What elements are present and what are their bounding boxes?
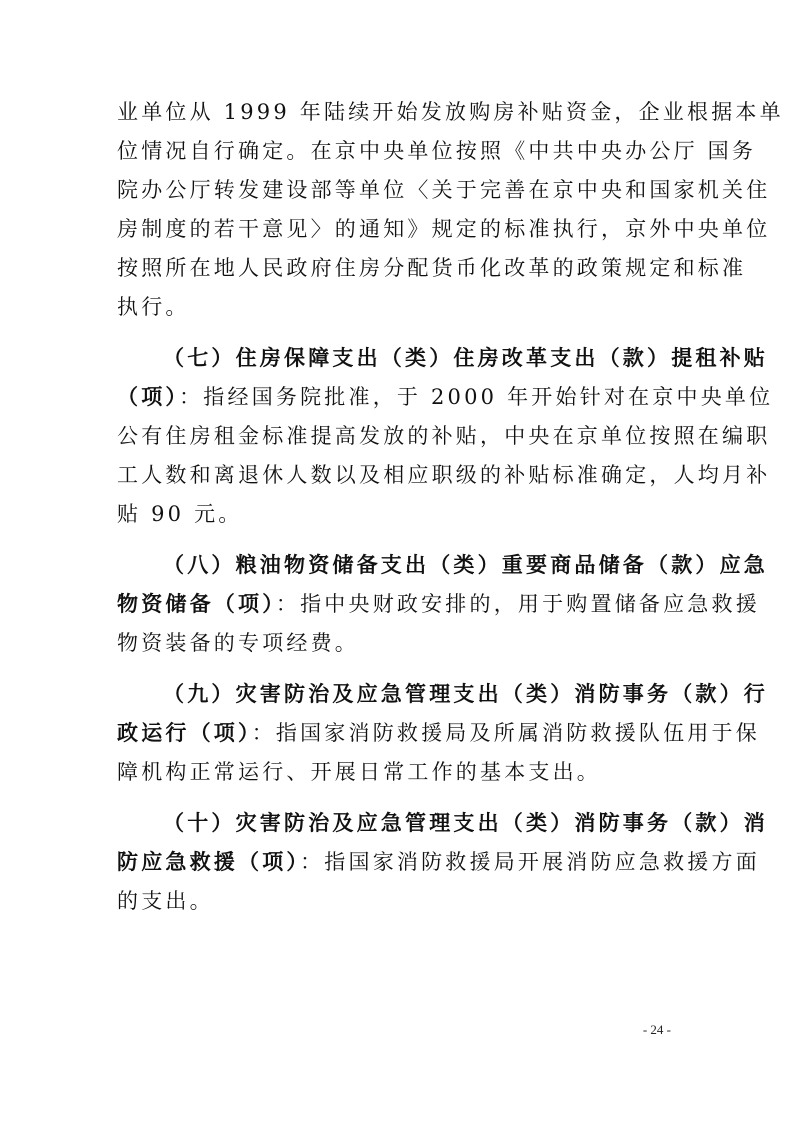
section-8-line-1-text: ：指中央财政安排的，用于购置储备应急救援 [275,592,760,616]
section-7-heading: （七）住房保障支出（类）住房改革支出（款）提租补贴 [163,346,768,370]
section-9-heading: （九）灾害防治及应急管理支出（类）消防事务（款）行 [163,682,768,706]
section-8-item-label: 物资储备（项） [117,592,276,616]
intro-line-1: 业单位从 1999 年陆续开始发放购房补贴资金，企业根据本单 [117,100,784,124]
intro-line-5: 按照所在地人民政府住房分配货币化改革的政策规定和标准 [117,256,747,280]
intro-line-3: 院办公厅转发建设部等单位〈关于完善在京中央和国家机关住 [117,178,771,202]
intro-line-4: 房制度的若干意见〉的通知》规定的标准执行，京外中央单位 [117,217,771,241]
section-9-item-label: 政运行（项） [117,721,252,745]
section-9-line-1 [117,719,760,748]
section-7-item-label: （项） [117,385,180,409]
section-7-line-3: 工人数和离退休人数以及相应职级的补贴标准确定，人均月补 [117,463,771,487]
intro-line-6: 执行。 [117,295,190,319]
section-8-line-1 [117,590,760,619]
section-10-item-label: 防应急救援（项） [117,850,301,874]
section-10-heading: （十）灾害防治及应急管理支出（类）消防事务（款）消 [163,811,768,835]
section-8-heading: （八）粮油物资储备支出（类）重要商品储备（款）应急 [163,553,768,577]
section-10-line-1-text: ：指国家消防救援局开展消防应急救援方面 [300,850,760,874]
intro-line-2: 位情况自行确定。在京中央单位按照《中共中央办公厅 国务 [117,139,757,163]
section-9-line-1-text: ：指国家消防救援局及所属消防救援队伍用于保 [251,721,760,745]
section-8-line-2: 物资装备的专项经费。 [117,631,359,655]
section-7-line-2: 公有住房租金标准提高发放的补贴，中央在京单位按照在编职 [117,424,771,448]
section-7-line-4: 贴 90 元。 [117,502,243,526]
section-7-line-1 [117,383,774,412]
section-10-line-2: 的支出。 [117,889,214,913]
section-7-line-1-text: ：指经国务院批准，于 2000 年开始针对在京中央单位 [179,385,774,409]
section-10-line-1 [117,848,760,877]
section-9-line-2: 障机构正常运行、开展日常工作的基本支出。 [117,760,601,784]
page-number: - 24 - [642,1022,671,1037]
